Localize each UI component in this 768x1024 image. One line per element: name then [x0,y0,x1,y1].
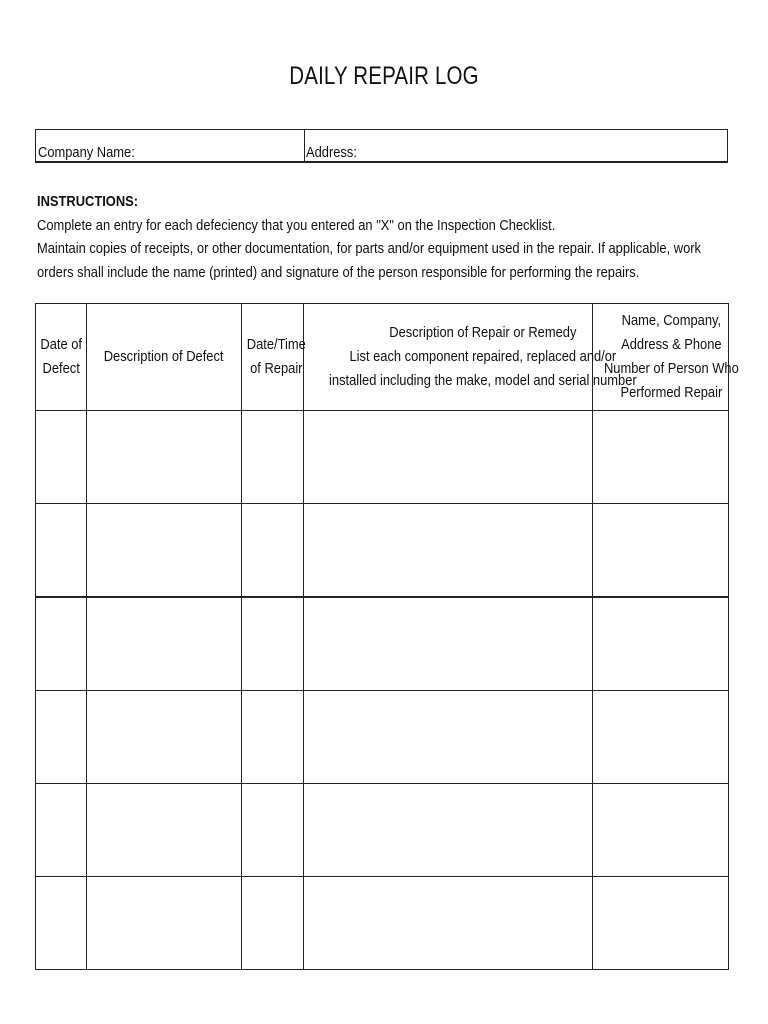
cell-performer[interactable] [593,784,729,877]
instructions-heading: INSTRUCTIONS: [37,193,139,210]
cell-description-of-repair[interactable] [304,597,593,691]
cell-description-of-defect[interactable] [87,784,242,877]
table-header-row [36,304,729,411]
table-row [36,784,729,877]
cell-description-of-defect[interactable] [87,411,242,504]
header-description-of-repair-line-1: Description of Repair or Remedy [389,324,577,341]
cell-date-time-of-repair[interactable] [242,504,304,598]
table-row [36,597,729,691]
header-date-of-defect [36,304,87,411]
cell-performer[interactable] [593,877,729,970]
table-row [36,411,729,504]
header-date-time-line-1: Date/Time [246,336,306,353]
page-title: DAILY REPAIR LOG [289,62,479,90]
repair-log-table [35,303,739,970]
cell-description-of-repair[interactable] [304,411,593,504]
cell-description-of-repair[interactable] [304,877,593,970]
cell-date-of-defect[interactable] [36,504,87,598]
table-row [36,691,729,784]
table-row [36,504,729,598]
instructions-line-1: Complete an entry for each defeciency that you entered an "X" on the Inspection Checklist. [37,216,556,234]
cell-description-of-repair[interactable] [304,691,593,784]
header-date-of-defect-line-1: Date of [40,336,82,353]
header-description-of-defect [87,304,242,411]
cell-performer[interactable] [593,411,729,504]
cell-description-of-defect[interactable] [87,597,242,691]
cell-date-of-defect[interactable] [36,784,87,877]
company-info-box [35,129,728,163]
cell-performer[interactable] [593,691,729,784]
company-box-divider [304,130,305,161]
table-row [36,877,729,970]
header-description-of-defect-line-1: Description of Defect [104,348,224,365]
company-name-field[interactable]: Company Name: [38,144,135,161]
cell-description-of-defect[interactable] [87,504,242,598]
header-performer-line-4: Performed Repair [620,384,723,401]
instructions-line-2: Maintain copies of receipts, or other documentation, for parts and/or equipment used in the repair. If applicable, work [37,240,702,257]
cell-date-of-defect[interactable] [36,411,87,504]
cell-description-of-defect[interactable] [87,877,242,970]
header-performer [593,304,739,411]
cell-date-time-of-repair[interactable] [242,691,304,784]
cell-description-of-repair[interactable] [304,784,593,877]
instructions-line-3: orders shall include the name (printed) and signature of the person responsible for performing the repairs. [37,263,640,281]
header-date-of-defect-line-2: Defect [42,360,80,377]
header-description-of-repair [304,304,637,411]
cell-performer[interactable] [593,504,729,598]
cell-date-time-of-repair[interactable] [242,877,304,970]
cell-description-of-defect[interactable] [87,691,242,784]
cell-performer[interactable] [593,597,729,691]
header-performer-line-2: Address & Phone [621,336,722,353]
cell-date-time-of-repair[interactable] [242,784,304,877]
cell-date-time-of-repair[interactable] [242,411,304,504]
address-field[interactable]: Address: [306,144,357,161]
cell-date-time-of-repair[interactable] [242,597,304,691]
header-description-of-repair-line-2: List each component repaired, replaced and/or [349,348,617,365]
cell-description-of-repair[interactable] [304,504,593,598]
cell-date-of-defect[interactable] [36,597,87,691]
header-date-time-line-2: of Repair [250,360,303,377]
header-performer-line-3: Number of Person Who [603,360,739,377]
cell-date-of-defect[interactable] [36,877,87,970]
header-performer-line-1: Name, Company, [621,312,722,329]
cell-date-of-defect[interactable] [36,691,87,784]
header-description-of-repair-line-3: installed including the make, model and serial number [329,372,637,389]
instructions-block [37,190,702,284]
header-date-time-of-repair [242,304,304,411]
